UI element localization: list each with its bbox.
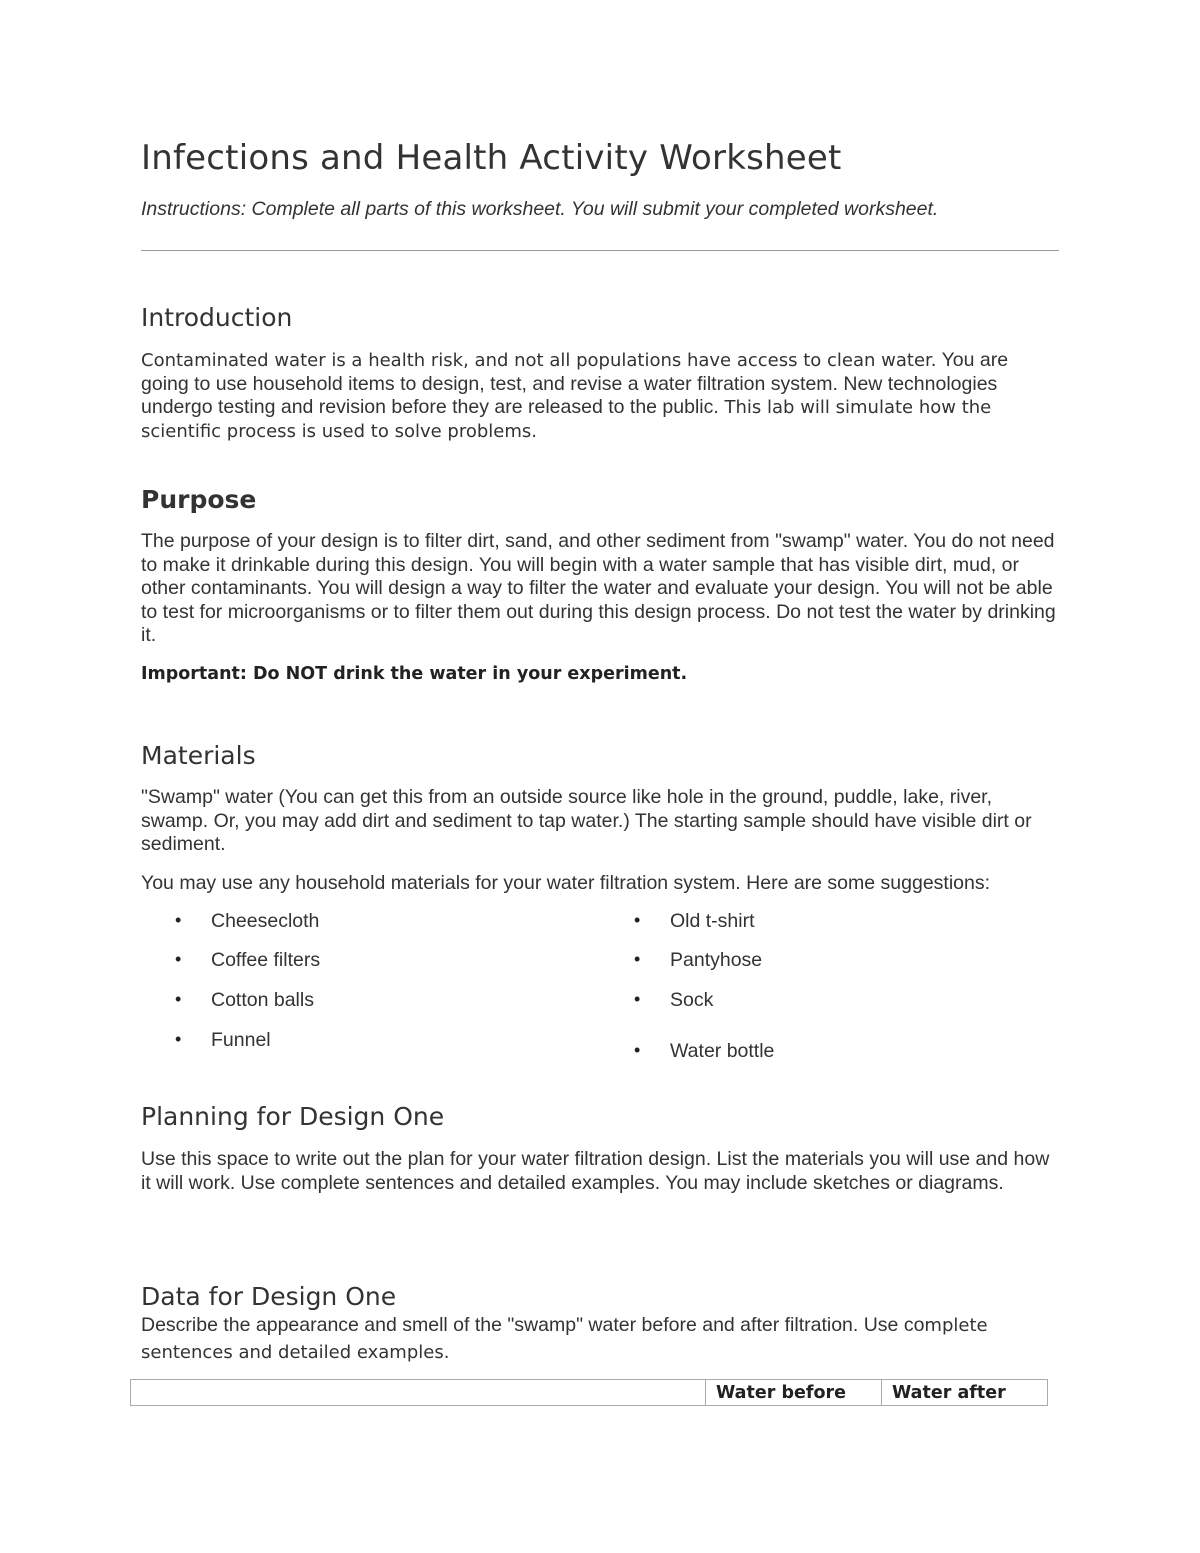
introduction-lead: Contaminated water is a health risk, and not all populations have access to clean water. [141,350,937,371]
bullet-icon: • [175,1029,182,1049]
planning-heading: Planning for Design One [141,1102,445,1131]
purpose-heading: Purpose [141,485,257,514]
important-warning: Important: Do NOT drink the water in your experiment. [141,664,688,684]
bullet-icon: • [175,949,182,969]
data-table [130,1379,1048,1406]
data-text-main: Describe the appearance and smell of the "swamp" water before and after filtration. Use co [141,1314,925,1336]
list-item: Sock [670,989,714,1011]
materials-text: "Swamp" water (You can get this from an outside source like hole in the ground, puddle, lake, river, swamp. Or, you may add dirt and sediment to tap water.) The starting sample should have visible dirt or sediment. [141,786,1032,855]
list-item: Coffee filters [211,949,321,971]
data-text-tail: mplete [924,1315,988,1336]
header-divider [141,250,1059,251]
bullet-icon: • [175,989,182,1009]
data-text-line1 [141,1314,1061,1338]
introduction-text [141,349,1061,443]
bullet-icon: • [634,949,641,969]
planning-text: Use this space to write out the plan for your water filtration design. List the materials you will use and how it will work. Use complete sentences and detailed examples. You may include sketches or diagrams. [141,1148,1050,1194]
bullet-icon: • [634,910,641,930]
instructions-text: Instructions: Complete all parts of this worksheet. You will submit your completed worksheet. [141,198,939,220]
materials-suggestions-text: You may use any household materials for your water filtration system. Here are some suggestions: [141,872,991,894]
table-header-water-before: Water before [706,1380,882,1405]
page-title: Infections and Health Activity Worksheet [141,138,842,178]
materials-heading: Materials [141,741,256,770]
data-heading: Data for Design One [141,1282,397,1311]
list-item: Cotton balls [211,989,314,1011]
list-item: Water bottle [670,1040,775,1062]
introduction-middle: You are going to use household items to design, test, and revise a water filtration system. New technologies undergo testing and revision before they are released to the public. [141,349,1009,418]
list-item: Cheesecloth [211,910,320,932]
list-item: Old t-shirt [670,910,755,932]
bullet-icon: • [175,910,182,930]
list-item: Funnel [211,1029,271,1051]
purpose-text: The purpose of your design is to filter dirt, sand, and other sediment from "swamp" water. You do not need to make it drinkable during this design. You will begin with a water sample that has visible dirt, mud, or other contaminants. You will design a way to filter the water and evaluate your design. You will not be able to test for microorganisms or to filter them out during this design process. Do not test the water by drinking it. [141,530,1056,646]
table-header-water-after: Water after [892,1383,1006,1403]
list-item: Pantyhose [670,949,763,971]
data-text-line2: sentences and detailed examples. [141,1342,450,1363]
bullet-icon: • [634,989,641,1009]
bullet-icon: • [634,1040,641,1060]
introduction-heading: Introduction [141,303,293,332]
introduction-tail: This lab will simulate how the scientific process is used to solve problems. [141,397,992,442]
table-header-cell-blank [131,1380,706,1405]
